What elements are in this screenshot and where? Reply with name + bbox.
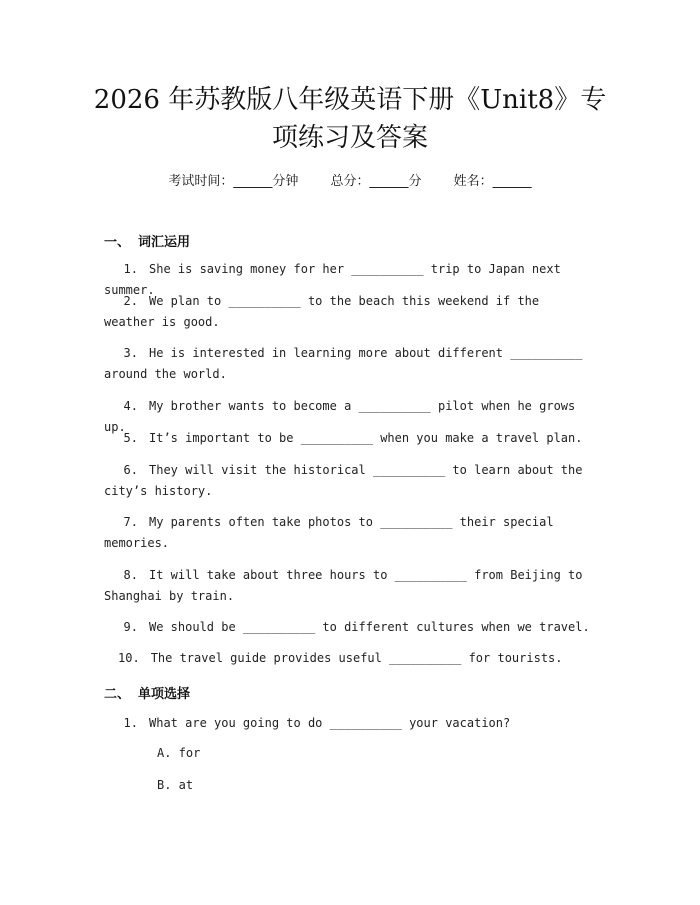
question-number: 5. <box>123 431 138 445</box>
question-item <box>104 512 594 554</box>
document-title-line1: 2026 年苏教版八年级英语下册《Unit8》专 <box>93 85 607 115</box>
question-text: It’s important to be __________ when you make a travel plan. <box>149 431 583 445</box>
document-title-line2: 项练习及答案 <box>271 123 428 153</box>
exam-meta <box>0 170 700 189</box>
answer-option: B. at <box>157 778 194 792</box>
question-number: 1. <box>123 716 138 730</box>
answer-option: A. for <box>157 746 201 760</box>
exam-time: 考试时间：______分钟 <box>168 174 299 189</box>
question-text: She is saving money for her __________ trip to Japan next summer. <box>104 262 561 297</box>
question-text: It will take about three hours to __________ from Beijing to Shanghai by train. <box>104 568 583 603</box>
question-number: 7. <box>123 515 138 529</box>
question-number: 10. <box>118 651 140 665</box>
question-number: 8. <box>123 568 138 582</box>
section-heading-vocab <box>104 231 190 250</box>
question-item <box>104 428 594 449</box>
section-label: 单项选择 <box>138 687 191 702</box>
question-text: We should be __________ to different cultures when we travel. <box>149 620 590 634</box>
question-item <box>104 713 594 734</box>
question-item <box>104 460 594 502</box>
question-number: 6. <box>123 463 138 477</box>
question-number: 1. <box>123 262 138 276</box>
exam-score: 总分：______分 <box>330 174 422 189</box>
question-number: 2. <box>123 294 138 308</box>
question-item <box>104 343 594 385</box>
question-text: They will visit the historical __________ to learn about the city’s history. <box>104 463 583 498</box>
question-number: 9. <box>123 620 138 634</box>
question-item <box>104 648 594 669</box>
question-text: The travel guide provides useful __________ for tourists. <box>150 651 563 665</box>
question-text: My parents often take photos to __________ their special memories. <box>104 515 554 550</box>
student-name: 姓名：______ <box>453 174 532 189</box>
question-text: He is interested in learning more about different __________ around the world. <box>104 346 583 381</box>
section-number: 一、 <box>104 235 131 250</box>
question-item <box>104 617 594 638</box>
question-text: What are you going to do __________ your vacation? <box>149 716 511 730</box>
section-label: 词汇运用 <box>138 235 191 250</box>
question-item <box>104 291 594 333</box>
question-item <box>104 565 594 607</box>
question-number: 3. <box>123 346 138 360</box>
question-number: 4. <box>123 399 138 413</box>
question-text: My brother wants to become a __________ pilot when he grows up. <box>104 399 576 434</box>
section-number: 二、 <box>104 687 131 702</box>
section-heading-choice <box>104 683 190 702</box>
question-text: We plan to __________ to the beach this weekend if the weather is good. <box>104 294 540 329</box>
